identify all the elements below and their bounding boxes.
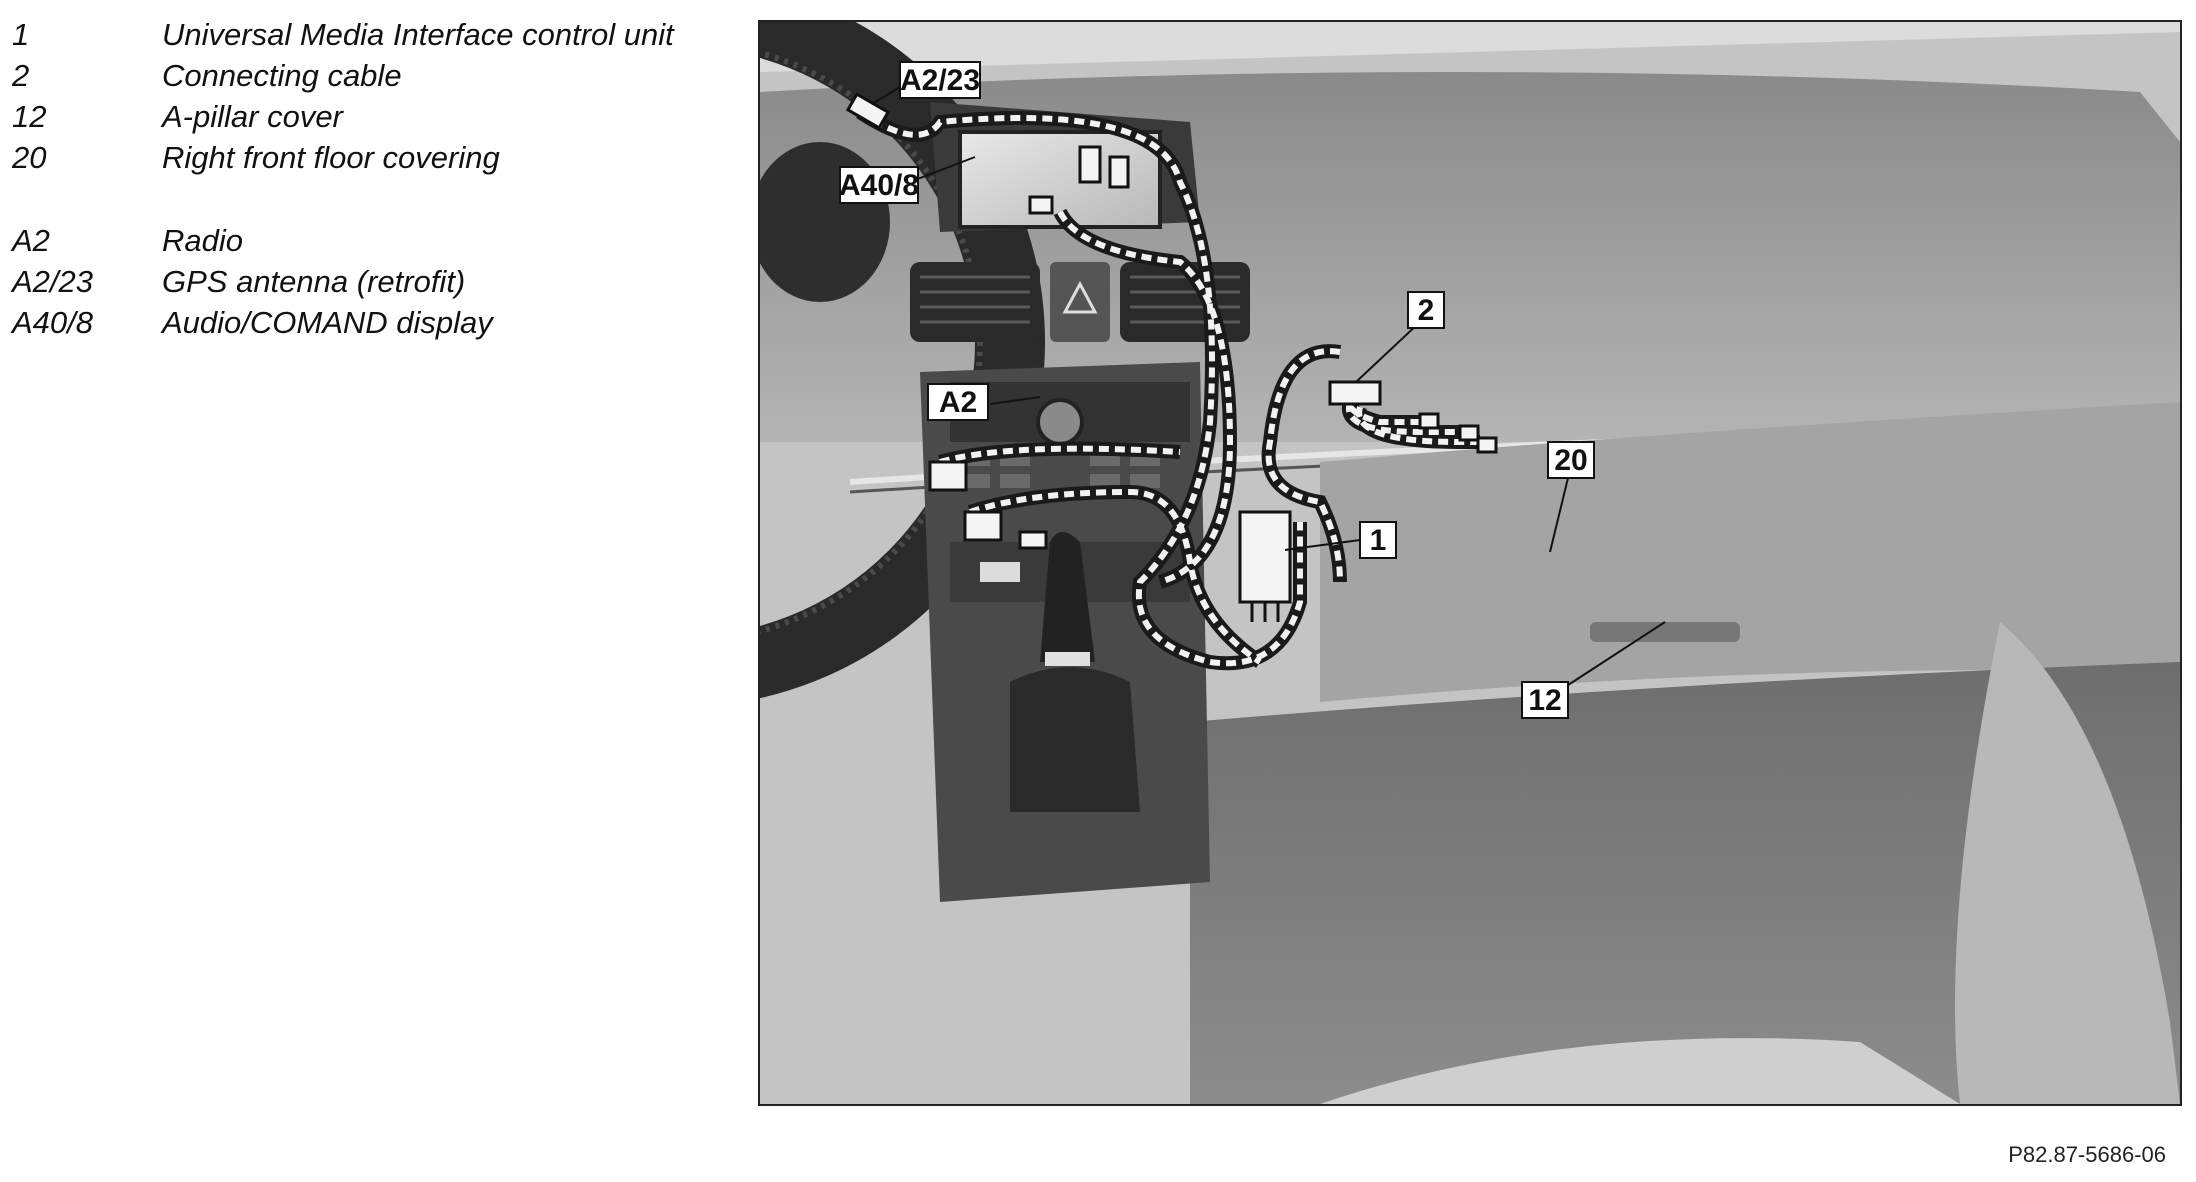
- installation-figure: [758, 20, 2182, 1106]
- legend-item-a40-8: [12, 302, 712, 343]
- callout-a2: [928, 384, 988, 420]
- legend-code: 2: [12, 58, 30, 93]
- legend: [12, 14, 712, 343]
- climate-display: [980, 562, 1020, 582]
- legend-code: 20: [12, 140, 47, 175]
- callout-2: [1408, 292, 1444, 328]
- legend-item-20: [12, 137, 712, 178]
- figure-reference-code: P82.87-5686-06: [2008, 1142, 2166, 1167]
- hazard-switch: [1050, 262, 1110, 342]
- legend-item-a2-23: [12, 261, 712, 302]
- legend-description: Right front floor covering: [162, 140, 500, 175]
- left-vent: [910, 262, 1040, 342]
- legend-code: A2/23: [12, 264, 94, 299]
- callout-a2-23: [900, 62, 980, 98]
- radio-knob: [1038, 400, 1082, 444]
- legend-code: 12: [12, 99, 47, 134]
- callout-12: [1522, 682, 1568, 718]
- callout-a2-text: A2: [938, 386, 978, 419]
- callout-20-text: 20: [1554, 444, 1588, 477]
- legend-description: Radio: [162, 223, 243, 258]
- callout-12-text: 12: [1528, 684, 1562, 717]
- legend-description: A-pillar cover: [162, 99, 343, 134]
- shift-boot: [1010, 667, 1140, 812]
- legend-description: GPS antenna (retrofit): [162, 264, 466, 299]
- dashboard-illustration: [760, 22, 2180, 1104]
- glovebox-handle: [1590, 622, 1740, 642]
- legend-item-2: [12, 55, 712, 96]
- callout-a40-8-text: A40/8: [838, 169, 920, 202]
- legend-code: A2: [12, 223, 50, 258]
- legend-description: Universal Media Interface control unit: [162, 17, 674, 52]
- callout-a2-23-text: A2/23: [899, 64, 981, 97]
- legend-code: A40/8: [12, 305, 94, 340]
- legend-spacer: [12, 178, 712, 220]
- legend-item-12: [12, 96, 712, 137]
- shift-ring: [1045, 652, 1090, 666]
- legend-description: Audio/COMAND display: [162, 305, 493, 340]
- callout-2-text: 2: [1417, 294, 1435, 327]
- callout-1: [1360, 522, 1396, 558]
- callout-1-text: 1: [1369, 524, 1387, 557]
- callout-20: [1548, 442, 1594, 478]
- connecting-cable-plug: [1330, 382, 1380, 404]
- legend-code: 1: [12, 17, 30, 52]
- legend-description: Connecting cable: [162, 58, 402, 93]
- legend-item-1: [12, 14, 712, 55]
- legend-item-a2: [12, 220, 712, 261]
- callout-a40-8: [839, 167, 919, 203]
